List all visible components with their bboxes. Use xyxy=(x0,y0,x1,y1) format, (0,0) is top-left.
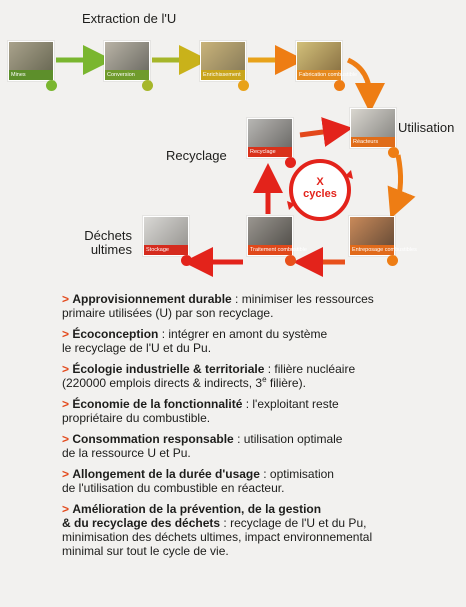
recyclage-label: Recyclage xyxy=(166,148,227,163)
item-title: Consommation responsable xyxy=(72,432,234,446)
list-item xyxy=(62,397,462,425)
arrow-fabrication-reacteurs xyxy=(348,60,370,98)
item-title: Allongement de la durée d'usage xyxy=(72,467,260,481)
step-mines xyxy=(8,41,54,81)
item-text: : filière nucléaire xyxy=(264,362,356,376)
dechets-label-2: ultimes xyxy=(90,242,132,257)
recyclage-photo xyxy=(248,119,292,147)
entreposage-photo xyxy=(350,217,394,245)
enrichissement-photo xyxy=(201,42,245,70)
item-marker: > xyxy=(62,362,70,376)
principles-list xyxy=(62,292,462,565)
mines-photo xyxy=(9,42,53,70)
fabrication-photo xyxy=(297,42,341,70)
step-caption: Traitement combustible xyxy=(250,247,307,253)
nuclear-fuel-cycle-diagram xyxy=(0,0,466,285)
dot-recyclage xyxy=(285,157,296,168)
step-recyclage xyxy=(247,118,293,158)
item-text-2: le recyclage de l'U et du Pu. xyxy=(62,341,212,355)
item-text: : recyclage de l'U et du Pu, xyxy=(220,516,367,530)
step-caption: Entreposage combustibles xyxy=(352,247,417,253)
arrow-recyclage-reacteurs xyxy=(300,130,338,135)
item-text: : l'exploitant reste xyxy=(242,397,339,411)
step-traitement xyxy=(247,216,307,256)
list-item xyxy=(62,467,462,495)
dot-mines xyxy=(46,80,57,91)
reacteurs-photo xyxy=(351,109,395,137)
item-title: Approvisionnement durable xyxy=(72,292,232,306)
step-fabrication xyxy=(296,41,358,81)
stockage-photo xyxy=(144,217,188,245)
extraction-title: Extraction de l'U xyxy=(82,11,177,26)
item-title: Écoconception xyxy=(72,327,159,341)
step-entreposage xyxy=(349,216,417,256)
dot-traitement xyxy=(285,255,296,266)
utilisation-label: Utilisation xyxy=(398,120,455,135)
item-sup: e xyxy=(262,375,267,384)
conversion-photo xyxy=(105,42,149,70)
item-text: : intégrer en amont du système xyxy=(158,327,328,341)
item-text: : utilisation optimale xyxy=(233,432,343,446)
item-marker: > xyxy=(62,432,70,446)
item-marker: > xyxy=(62,502,70,516)
arrow-reacteurs-entreposage xyxy=(396,155,401,205)
item-text-2: propriétaire du combustible. xyxy=(62,411,211,425)
item-text-2: (220000 emplois directs & indirects, 3 xyxy=(62,376,263,390)
item-title: Amélioration de la prévention, de la gestion xyxy=(72,502,322,516)
step-enrichissement xyxy=(200,41,246,81)
step-caption: Mines xyxy=(9,70,53,80)
cycles-center xyxy=(291,176,349,200)
step-caption: Fabrication combustible xyxy=(299,72,358,78)
step-caption: Conversion xyxy=(105,70,149,80)
dot-entreposage xyxy=(387,255,398,266)
list-item xyxy=(62,362,462,390)
step-reacteurs xyxy=(350,108,396,148)
dot-enrichissement xyxy=(238,80,249,91)
item-text-3: minimal sur tout le cycle de vie. xyxy=(62,544,229,558)
item-marker: > xyxy=(62,467,70,481)
step-caption: Recyclage xyxy=(248,147,292,157)
cycles-text: cycles xyxy=(303,188,337,200)
item-text-2: minimisation des déchets ultimes, impact environnemental xyxy=(62,530,373,544)
traitement-photo xyxy=(248,217,292,245)
step-caption: Réacteurs xyxy=(351,137,395,147)
cycles-x: X xyxy=(316,176,324,188)
item-marker: > xyxy=(62,327,70,341)
list-item xyxy=(62,327,462,355)
step-caption: Enrichissement xyxy=(201,70,245,80)
dot-fabrication xyxy=(334,80,345,91)
dot-reacteurs xyxy=(388,147,399,158)
step-stockage xyxy=(143,216,189,256)
step-caption: Stockage xyxy=(144,245,188,255)
item-marker: > xyxy=(62,292,70,306)
dechets-label-1: Déchets xyxy=(84,228,132,243)
item-text-2: primaire utilisées (U) par son recyclage. xyxy=(62,306,274,320)
step-conversion xyxy=(104,41,150,81)
item-text-2: de la ressource U et Pu. xyxy=(62,446,191,460)
item-marker: > xyxy=(62,397,70,411)
item-title: Économie de la fonctionnalité xyxy=(72,397,243,411)
item-text-2: de l'utilisation du combustible en réacteur. xyxy=(62,481,285,495)
item-title: Écologie industrielle & territoriale xyxy=(72,362,265,376)
dot-conversion xyxy=(142,80,153,91)
item-text-3: filière). xyxy=(266,376,306,390)
item-text: : optimisation xyxy=(259,467,334,481)
dot-stockage xyxy=(181,255,192,266)
list-item xyxy=(62,502,462,558)
item-title-2: & du recyclage des déchets xyxy=(62,516,221,530)
list-item xyxy=(62,432,462,460)
item-text: : minimiser les ressources xyxy=(231,292,374,306)
list-item xyxy=(62,292,462,320)
